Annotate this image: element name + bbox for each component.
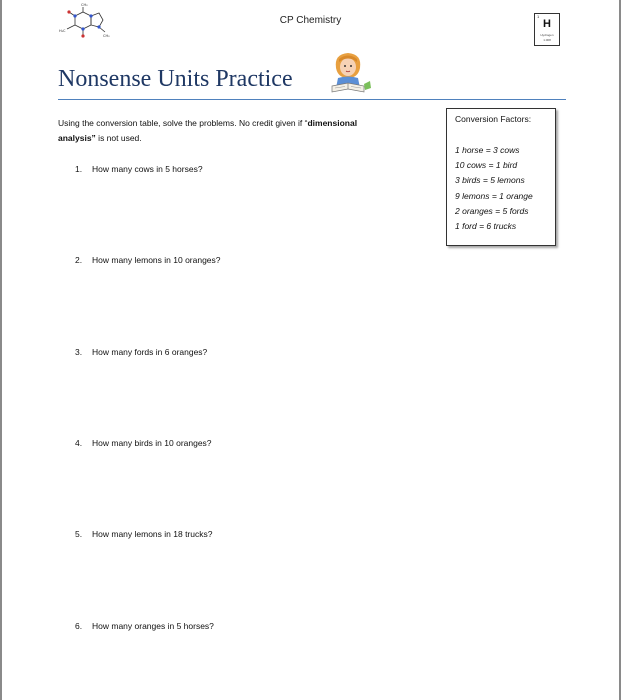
question-number: 3.: [75, 347, 83, 357]
question-text: How many lemons in 18 trucks?: [92, 529, 213, 539]
molecule-label: H₃C: [59, 29, 66, 33]
conversion-factor: 3 birds = 5 lemons: [455, 175, 525, 186]
instructions: [58, 116, 428, 146]
conversion-heading: Conversion Factors:: [455, 114, 532, 124]
question-2: [75, 255, 221, 265]
instructions-bold: analysis”: [58, 133, 96, 143]
page-title: Nonsense Units Practice: [58, 66, 293, 92]
question-number: 1.: [75, 164, 83, 174]
conversion-list: [455, 143, 533, 234]
title-divider: [58, 99, 566, 100]
conversion-factor: 2 oranges = 5 fords: [455, 205, 529, 216]
question-number: 2.: [75, 255, 83, 265]
question-text: How many cows in 5 horses?: [92, 164, 203, 174]
question-number: 5.: [75, 529, 83, 539]
conversion-factor: 1 horse = 3 cows: [455, 145, 520, 155]
instructions-bold: dimensional: [307, 118, 358, 128]
question-number: 6.: [75, 621, 83, 631]
conversion-factor: 10 cows = 1 bird: [455, 160, 518, 171]
molecule-label: CH₃: [81, 3, 88, 7]
conversion-factor: 9 lemons = 1 orange: [455, 190, 533, 201]
element-name: Hydrogen: [540, 33, 554, 37]
question-text: How many lemons in 10 oranges?: [92, 255, 221, 265]
instructions-text: is not used.: [95, 133, 142, 143]
element-number: 1: [537, 14, 540, 19]
question-3: [75, 347, 207, 357]
question-text: How many fords in 6 oranges?: [92, 347, 208, 357]
molecule-label: CH₃: [103, 34, 110, 38]
course-header: CP Chemistry: [279, 15, 342, 26]
question-number: 4.: [75, 438, 83, 448]
question-4: [75, 438, 212, 448]
element-symbol: H: [543, 18, 551, 30]
question-1: [75, 164, 203, 174]
conversion-factors-box: [446, 108, 556, 246]
question-6: [75, 621, 214, 631]
hydrogen-element-tile: [534, 13, 560, 46]
element-mass: 1.008: [543, 38, 551, 42]
girl-reading-book-icon: [324, 48, 374, 96]
page-left-border: [0, 0, 2, 700]
instructions-text: Using the conversion table, solve the problems. No credit given if “: [58, 118, 308, 128]
conversion-factor: 1 ford = 6 trucks: [455, 221, 517, 232]
question-5: [75, 529, 212, 539]
question-text: How many oranges in 5 horses?: [92, 621, 214, 631]
question-text: How many birds in 10 oranges?: [92, 438, 212, 448]
